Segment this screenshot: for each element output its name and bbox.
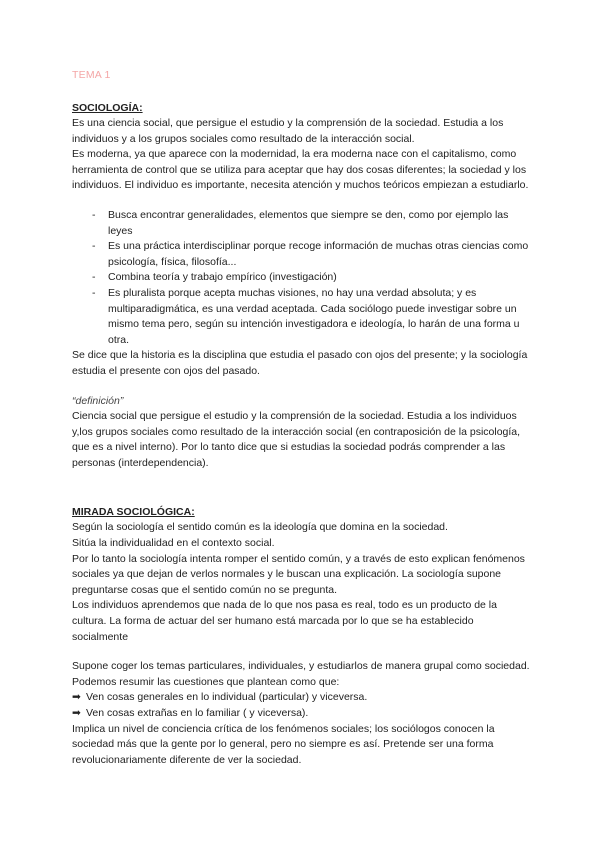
arrow-item <box>72 690 530 706</box>
paragraph: Sitúa la individualidad en el contexto social. <box>72 537 275 550</box>
arrow-right-icon: ➡ <box>72 707 81 719</box>
arrow-right-icon: ➡ <box>72 691 81 704</box>
definition-text: Ciencia social que persigue el estudio y la comprensión de la sociedad. Estudia a los individuos y,los grupos sociales como resultado de la interacción social (en contraposición de la psicología, que es a nivel interno). Por lo tanto dice que si estudias la sociedad podrás comprender a las personas (interdependencia). <box>72 410 521 469</box>
paragraph: Por lo tanto la sociología intenta romper el sentido común, y a través de esto explican fenómenos sociales ya que dejan de verlos normales y le buscan una explicación. La sociología supone preguntarse cosas que el sentido común no se pregunta. <box>72 552 525 596</box>
spacer <box>72 471 530 505</box>
dash-marker: - <box>92 208 96 221</box>
paragraph: Según la sociología el sentido común es la ideología que domina en la sociedad. <box>72 521 448 534</box>
list-item-text: Combina teoría y trabajo empírico (investigación) <box>108 271 337 284</box>
dash-marker: - <box>92 240 96 253</box>
arrow-item-text: Ven cosas extrañas en lo familiar ( y viceversa). <box>86 707 309 719</box>
list-item <box>72 286 530 348</box>
list-item-text: Busca encontrar generalidades, elementos que siempre se den, como por ejemplo las leyes <box>108 208 509 237</box>
section-heading-sociologia: SOCIOLOGÍA: <box>72 102 143 114</box>
paragraph: Supone coger los temas particulares, individuales, y estudiarlos de manera grupal como sociedad. Podemos resumir las cuestiones que plantean como que: <box>72 660 530 688</box>
list-item <box>72 208 530 239</box>
dash-marker: - <box>92 271 96 284</box>
definition-label: “definición” <box>72 394 124 407</box>
section-heading-mirada: MIRADA SOCIOLÓGICA: <box>72 506 195 519</box>
dash-marker: - <box>92 286 96 299</box>
paragraph: Es una ciencia social, que persigue el estudio y la comprensión de la sociedad. Estudia a los individuos y a los grupos sociales como resultado de la interacción social. <box>72 117 504 145</box>
paragraph: Los individuos aprendemos que nada de lo que nos pasa es real, todo es un producto de la cultura. La forma de actuar del ser humano está marcada por lo que se ha establecido socialmente <box>72 599 497 643</box>
list-item <box>72 270 530 286</box>
spacer <box>72 194 530 208</box>
paragraph: Implica un nivel de conciencia crítica de los fenómenos sociales; los sociólogos conocen la sociedad más que la gente por lo general, pero no siempre es así. Pretende ser una forma revolucionariamente diferente de ver la sociedad. <box>72 722 495 766</box>
spacer <box>72 645 530 659</box>
arrow-item-text: Ven cosas generales en lo individual (particular) y viceversa. <box>86 691 368 704</box>
paragraph: Es moderna, ya que aparece con la modernidad, la era moderna nace con el capitalismo, como herramienta de control que se utiliza para aceptar que hay dos cosas diferentes; la sociedad y los individuos. El individuo es importante, necesita atención y muchos teóricos empiezan a estudiarlo. <box>72 148 529 192</box>
arrow-item <box>72 706 530 722</box>
list-item-text: Es pluralista porque acepta muchas visiones, no hay una verdad absoluta; y es multiparadigmática, es una verdad aceptada. Cada sociólogo puede investigar sobre un mismo tema pero, según su intención investigadora e ideología, lo harán de una forma u otra. <box>108 286 520 346</box>
paragraph: Se dice que la historia es la disciplina que estudia el pasado con ojos del presente; y la sociología estudia el presente con ojos del pasado. <box>72 349 528 377</box>
list-item-text: Es una práctica interdisciplinar porque recoge información de muchas otras ciencias como psicología, física, filosofía... <box>108 240 529 268</box>
topic-label: TEMA 1 <box>72 69 111 81</box>
spacer <box>72 380 530 394</box>
bullet-list <box>72 208 530 348</box>
list-item <box>72 239 530 270</box>
